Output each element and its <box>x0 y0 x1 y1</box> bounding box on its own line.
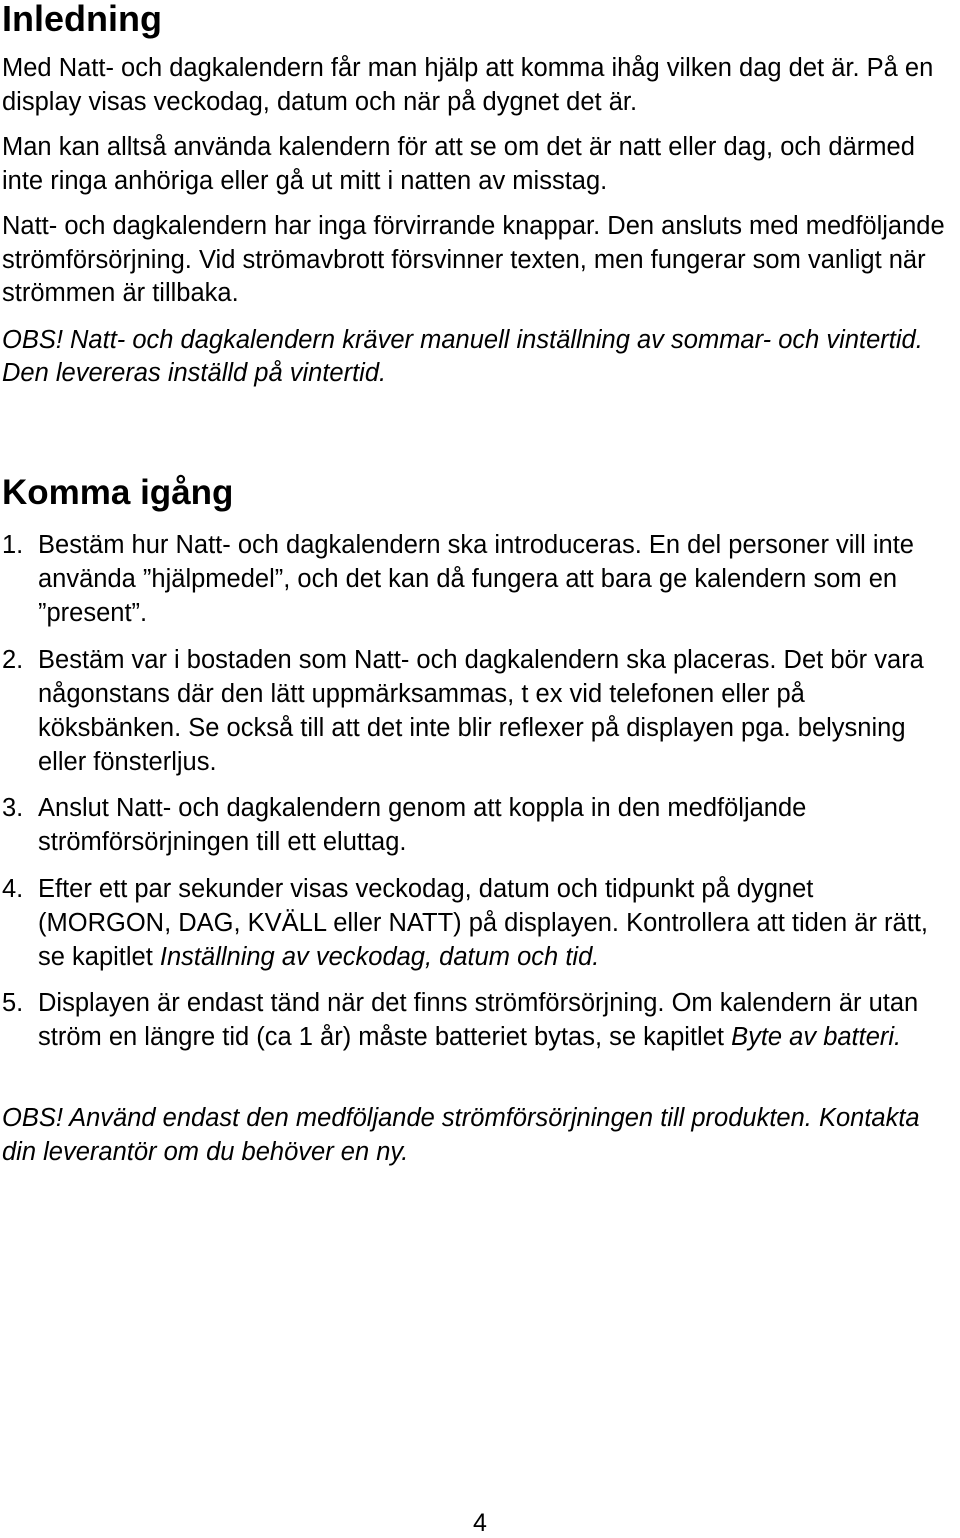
step-text: Anslut Natt- och dagkalendern genom att koppla in den medföljande strömförsörjningen till ett eluttag. <box>38 794 807 856</box>
step-number: 5. <box>2 989 24 1017</box>
section-title-inledning: Inledning <box>2 0 162 39</box>
intro-paragraph-2: Man kan alltså använda kalendern för att se om det är natt eller dag, och därmed inte ringa anhöriga eller gå ut mitt i natten av misstag. <box>2 133 915 195</box>
final-obs-note: OBS! Använd endast den medföljande strömförsörjningen till produkten. Kontakta din leverantör om du behöver en ny. <box>2 1104 920 1166</box>
step-number: 3. <box>2 794 24 822</box>
intro-obs-note: OBS! Natt- och dagkalendern kräver manuell inställning av sommar- och vintertid. Den levereras inställd på vintertid. <box>2 325 923 387</box>
step-item <box>2 986 952 1054</box>
page-number: 4 <box>473 1509 487 1537</box>
step-text-plain: Efter ett par sekunder visas veckodag, datum och tidpunkt på dygnet (MORGON, DAG, KVÄLL eller NATT) på displayen. Kontrollera att tiden är rätt, se kapitlet <box>38 874 928 971</box>
step-number: 2. <box>2 645 24 674</box>
intro-paragraph-1: Med Natt- och dagkalendern får man hjälp att komma ihåg vilken dag det är. På en display visas veckodag, datum och när på dygnet det är. <box>2 54 934 116</box>
intro-paragraph-3: Natt- och dagkalendern har inga förvirrande knappar. Den ansluts med medföljande strömförsörjning. Vid strömavbrott försvinner texten, men fungerar som vanligt när strömmen är tillbaka. <box>2 212 945 307</box>
step-number: 4. <box>2 874 24 903</box>
step-item <box>2 643 952 779</box>
step-text: Bestäm hur Natt- och dagkalendern ska introduceras. En del personer vill inte använda ”hjälpmedel”, och det kan då fungera att bara ge kalendern som en ”present”. <box>38 531 914 627</box>
step-item <box>2 791 952 859</box>
step-text <box>38 872 952 974</box>
step-item <box>2 528 952 630</box>
step-text: Bestäm var i bostaden som Natt- och dagkalendern ska placeras. Det bör vara någonstans där den lätt uppmärksammas, t ex vid telefonen eller på köksbänken. Se också till att det inte blir reflexer på displayen pga. belysning eller fönsterljus. <box>38 645 924 776</box>
section-title-komma-igang: Komma igång <box>2 473 234 512</box>
step-number: 1. <box>2 531 24 559</box>
chapter-reference: Byte av batteri. <box>731 1023 902 1051</box>
step-item <box>2 872 952 974</box>
steps-list <box>2 528 952 1067</box>
step-text-plain: Displayen är endast tänd när det finns strömförsörjning. Om kalendern är utan ström en längre tid (ca 1 år) måste batteriet bytas, se kapitlet <box>38 989 919 1051</box>
chapter-reference: Inställning av veckodag, datum och tid. <box>159 942 600 971</box>
step-text <box>38 986 952 1054</box>
intro-section <box>2 52 952 404</box>
